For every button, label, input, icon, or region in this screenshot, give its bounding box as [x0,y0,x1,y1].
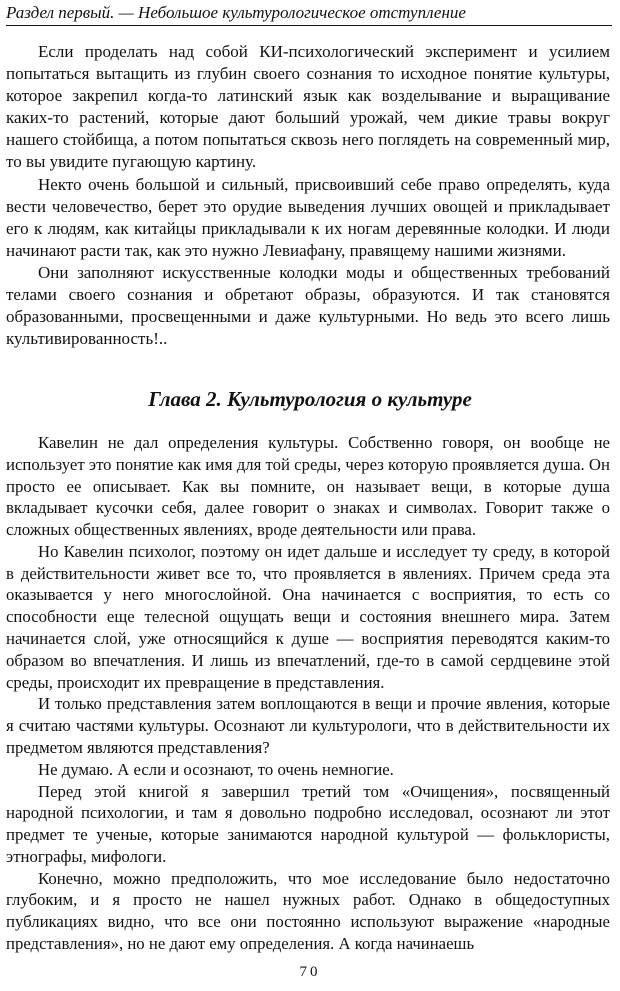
chapter-body [6,432,610,955]
running-header: Раздел первый. — Небольшое культурологическое отступление [6,3,466,22]
intro-section [6,41,610,350]
paragraph: Некто очень большой и сильный, присвоивший себе право определять, куда вести человечество, берет это орудие выведения лучших овощей и прикладывает его к людям, как китайцы прикладывали к их ногам деревянные колодки. И люди начинают расти так, как это нужно Левиафану, правящему нашими жизнями. [6,174,610,260]
paragraph: Конечно, можно предположить, что мое исследование было недостаточно глубоким, и я просто не нашел нужных работ. Однако в общедоступных публикациях видно, что все они постоянно используют выражение «народные представления», но не дают ему определения. А когда начинаешь [6,868,610,953]
paragraph: Если проделать над собой КИ-психологический эксперимент и усилием попытаться вытащить из глубин своего сознания то исходное понятие культуры, которое закрепил когда-то латинский язык как возделывание и выращивание каких-то растений, которые дают больший урожай, чем дикие травы вокруг нашего стойбища, а потом попытаться сквозь него поглядеть на современный мир, то вы увидите пугающую картину. [6,42,610,172]
paragraph: Кавелин не дал определения культуры. Собственно говоря, он вообще не использует это понятие как имя для той среды, через которую проявляется душа. Он просто ее описывает. Как вы помните, он называет вещи, в которые душа вкладывает кусочки себя, далее говорит о знаках и символах. Говорит также о сложных общественных явлениях, вроде деятельности или права. [6,433,610,540]
paragraph: Они заполняют искусственные колодки моды и общественных требований телами своего сознания и обретают образы, образуются. И так становятся образованными, просвещенными и даже культурными. Но ведь это всего лишь культивированность!.. [6,262,610,349]
paragraph: И только представления затем воплощаются в вещи и прочие явления, которые я считаю частями культуры. Осознают ли культурологи, что в действительности их предметом являются представления? [6,694,610,757]
paragraph: Но Кавелин психолог, поэтому он идет дальше и исследует ту среду, в которой в действительности живет все то, что проявляется в явлениях. Причем среда эта оказывается у него многослойной. Она начинается с восприятия, то есть со способности еще телесной ощущать вещи и состояния внешнего мира. Затем начинается слой, уже относящийся к душе — восприятия переводятся каким-то образом во впечатления. И лишь из впечатлений, где-то в самой сердцевине этой среды, происходит их превращение в представления. [6,541,610,692]
page-number: 70 [299,964,321,980]
paragraph: Не думаю. А если и осознают, то очень немногие. [38,759,394,779]
header-rule [6,25,612,26]
paragraph: Перед этой книгой я завершил третий том «Очищения», посвященный народной психологии, и там я довольно подробно исследовал, осознают ли этот предмет те ученые, которые занимаются народной культурой — фольклористы, этнографы, мифологи. [6,781,610,866]
chapter-title: Глава 2. Культурология о культуре [148,387,472,411]
